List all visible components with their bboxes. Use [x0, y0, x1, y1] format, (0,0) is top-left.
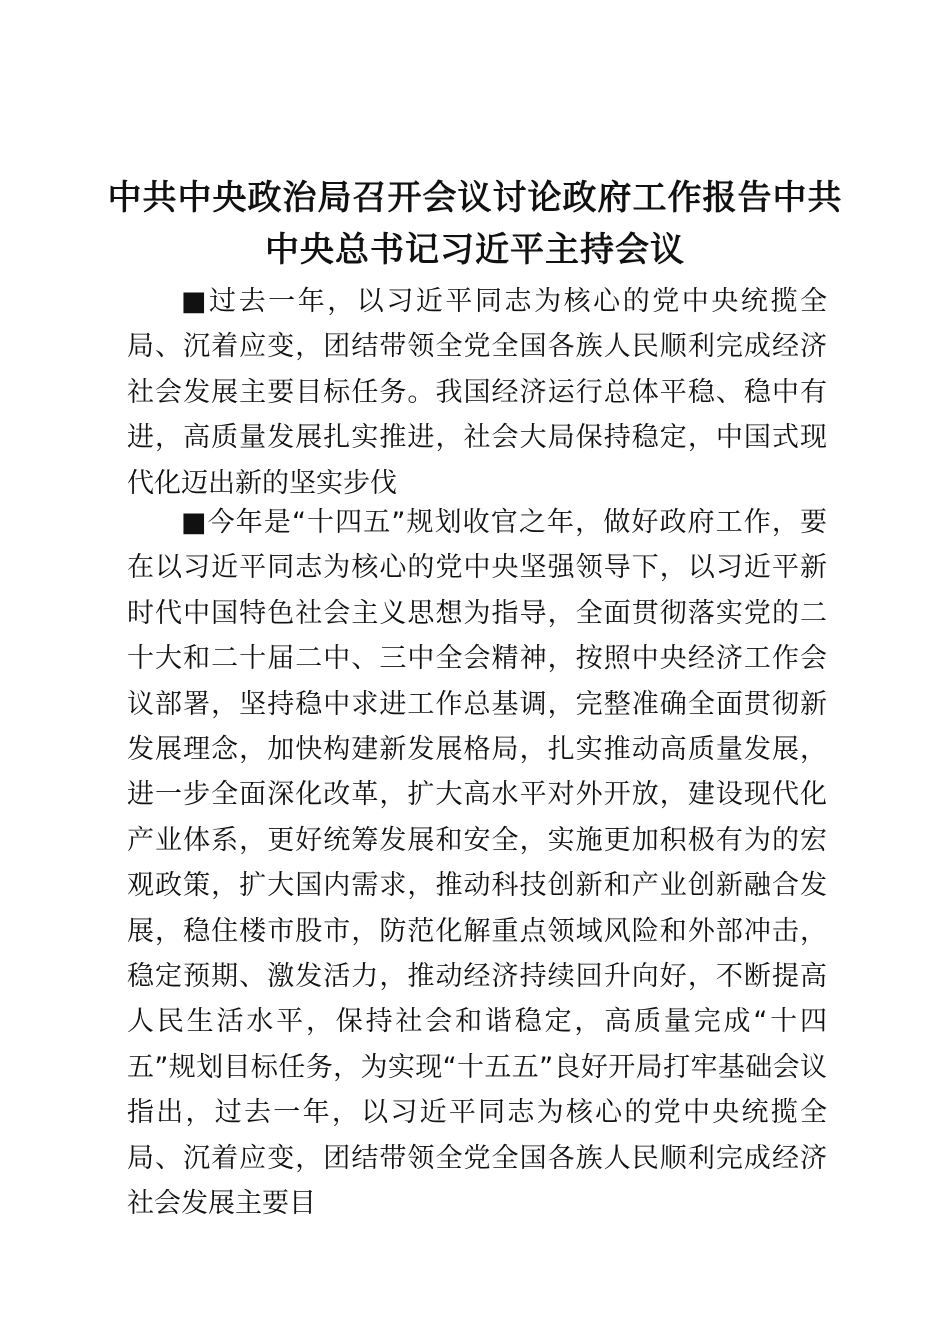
- paragraph-1: ■过去一年，以习近平同志为核心的党中央统揽全局、沉着应变，团结带领全党全国各族人民顺利完成经济社会发展主要目标任务。我国经济运行总体平稳、稳中有进，高质量发展扎实推进，社会大局保持稳定，中国式现代化迈出新的坚实步伐: [127, 286, 827, 499]
- paragraph-2: ■今年是“十四五”规划收官之年，做好政府工作，要在以习近平同志为核心的党中央坚强领导下，以习近平新时代中国特色社会主义思想为指导，全面贯彻落实党的二十大和二十届二中、三中全会精神，按照中央经济工作会议部署，坚持稳中求进工作总基调，完整准确全面贯彻新发展理念，加快构建新发展格局，扎实推动高质量发展，进一步全面深化改革，扩大高水平对外开放，建设现代化产业体系，更好统筹发展和安全，实施更加积极有为的宏观政策，扩大国内需求，推动科技创新和产业创新融合发展，稳住楼市股市，防范化解重点领域风险和外部冲击，稳定预期、激发活力，推动经济持续回升向好，不断提高人民生活水平，保持社会和谐稳定，高质量完成“十四五”规划目标任务，为实现“十五五”良好开局打牢基础会议指出，过去一年，以习近平同志为核心的党中央统揽全局、沉着应变，团结带领全党全国各族人民顺利完成经济社会发展主要目: [127, 507, 827, 1220]
- document-title: 中共中央政治局召开会议讨论政府工作报告中共中央总书记习近平主持会议: [107, 178, 843, 270]
